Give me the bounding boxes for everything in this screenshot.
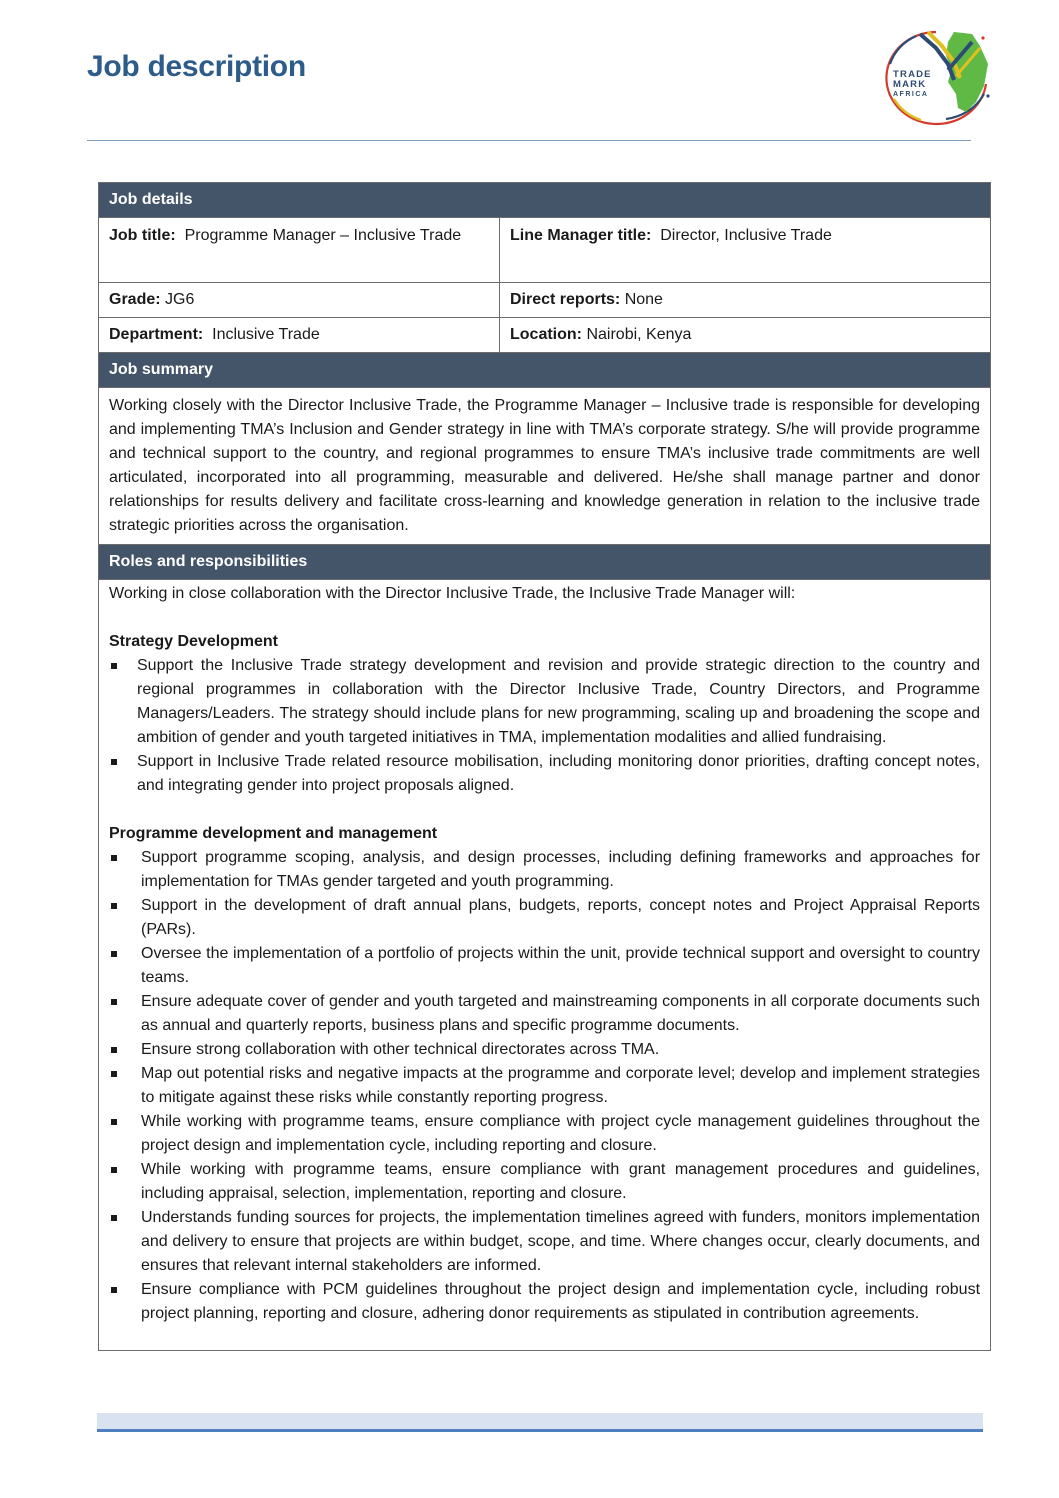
- grade-value: JG6: [165, 291, 195, 308]
- job-title-cell: [99, 218, 500, 283]
- logo-line-3: AFRICA: [893, 91, 929, 98]
- bullet-icon: [111, 759, 117, 765]
- direct-reports-value: None: [624, 291, 663, 308]
- programme-heading: Programme development and management: [109, 825, 438, 842]
- bullet-icon: [111, 999, 117, 1005]
- list-item-text: Ensure compliance with PCM guidelines throughout the project design and implementation cycle, including robust project planning, reporting and closure, adhering donor requirements as stipulated in contribution agreements.: [141, 1281, 981, 1322]
- list-item: [109, 1158, 980, 1206]
- list-item: [109, 942, 980, 990]
- job-summary-header-row: [99, 353, 991, 388]
- roles-header-row: [99, 545, 991, 580]
- roles-row: [99, 580, 991, 1351]
- job-details-header-row: [99, 183, 991, 218]
- roles-cell: [99, 580, 991, 1351]
- line-manager-label: Line Manager title:: [510, 227, 652, 244]
- list-item-text: Understands funding sources for projects, the implementation timelines agreed with funders, monitors implementation and delivery to ensure that projects are within budget, scope, and time. Where changes occur, clearly documents, and ensures that relevant internal stakeholders are informed.: [141, 1209, 981, 1274]
- job-title-value: Programme Manager – Inclusive Trade: [184, 227, 462, 244]
- location-cell: [500, 318, 991, 353]
- job-summary-heading: Job summary: [99, 353, 991, 388]
- job-details-heading: Job details: [99, 183, 991, 218]
- direct-reports-label: Direct reports:: [510, 291, 621, 308]
- grade-label: Grade:: [109, 291, 161, 308]
- list-item: [109, 1038, 980, 1062]
- header-divider: [87, 140, 971, 141]
- bullet-icon: [111, 1287, 117, 1293]
- footer-line: [97, 1429, 983, 1432]
- bullet-icon: [111, 1215, 117, 1221]
- list-item-text: Support the Inclusive Trade strategy development and revision and provide strategic direction to the country and regional programmes in collaboration with the Director Inclusive Trade, Country Directors, and Programme Managers/Leaders. The strategy should include plans for new programming, scaling up and broadening the scope and ambition of gender and youth targeted initiatives in TMA, implementation modalities and allied fundraising.: [137, 657, 981, 746]
- line-manager-value: Director, Inclusive Trade: [660, 227, 832, 244]
- location-label: Location:: [510, 326, 582, 343]
- programme-list: [109, 846, 980, 1326]
- grade-row: [99, 283, 991, 318]
- list-item-text: Ensure strong collaboration with other technical directorates across TMA.: [141, 1041, 660, 1058]
- roles-intro: Working in close collaboration with the Director Inclusive Trade, the Inclusive Trade Manager will:: [109, 585, 796, 602]
- bullet-icon: [111, 663, 117, 669]
- logo-line-2: MARK: [893, 79, 927, 90]
- job-description-table: [98, 182, 991, 1351]
- list-item-text: Support programme scoping, analysis, and design processes, including defining frameworks and approaches for implementation for TMAs gender targeted and youth programming.: [141, 849, 981, 890]
- bullet-icon: [111, 951, 117, 957]
- department-value: Inclusive Trade: [212, 326, 320, 343]
- list-item-text: While working with programme teams, ensure compliance with project cycle management guidelines throughout the project design and implementation cycle, including reporting and closure.: [141, 1113, 981, 1154]
- job-summary-row: [99, 388, 991, 545]
- logo-wordmark: [893, 70, 953, 100]
- list-item: [109, 1062, 980, 1110]
- line-manager-cell: [500, 218, 991, 283]
- list-item-text: Support in Inclusive Trade related resource mobilisation, including monitoring donor priorities, drafting concept notes, and integrating gender into project proposals aligned.: [137, 753, 981, 794]
- bullet-icon: [111, 1071, 117, 1077]
- list-item: [109, 1206, 980, 1278]
- list-item: [109, 1278, 980, 1326]
- page-title: Job description: [87, 50, 306, 83]
- bullet-icon: [111, 903, 117, 909]
- job-summary-text: Working closely with the Director Inclusive Trade, the Programme Manager – Inclusive trade is responsible for developing and implementing TMA’s Inclusion and Gender strategy in line with TMA’s corporate strategy. S/he will provide programme and technical support to the country, and regional programmes to ensure TMA’s inclusive trade commitments are well articulated, incorporated into all programming, measurable and delivered. He/she shall manage partner and donor relationships for results delivery and facilitate cross-learning and knowledge generation in relation to the inclusive trade strategic priorities across the organisation.: [99, 388, 991, 545]
- strategy-heading: Strategy Development: [109, 633, 278, 650]
- location-value: Nairobi, Kenya: [586, 326, 692, 343]
- strategy-list: [109, 654, 980, 798]
- section-spacer: [109, 798, 980, 822]
- department-cell: [99, 318, 500, 353]
- logo-line-1: TRADE: [893, 69, 932, 80]
- roles-heading: Roles and responsibilities: [99, 545, 991, 580]
- grade-cell: [99, 283, 500, 318]
- list-item: [109, 846, 980, 894]
- list-item: [109, 1110, 980, 1158]
- bullet-icon: [111, 1047, 117, 1053]
- bullet-icon: [111, 1167, 117, 1173]
- list-item: [109, 750, 980, 798]
- job-title-row: [99, 218, 991, 283]
- footer-band: [97, 1413, 983, 1429]
- job-title-label: Job title:: [109, 227, 176, 244]
- direct-reports-cell: [500, 283, 991, 318]
- list-item-text: Ensure adequate cover of gender and youth targeted and mainstreaming components in all corporate documents such as annual and quarterly reports, business plans and specific programme documents.: [141, 993, 981, 1034]
- list-item: [109, 894, 980, 942]
- department-row: [99, 318, 991, 353]
- list-item: [109, 990, 980, 1038]
- list-item: [109, 654, 980, 750]
- list-item-text: Map out potential risks and negative impacts at the programme and corporate level; develop and implement strategies to mitigate against these risks while constantly reporting progress.: [141, 1065, 981, 1106]
- list-item-text: Support in the development of draft annual plans, budgets, reports, concept notes and Project Appraisal Reports (PARs).: [141, 897, 981, 938]
- list-item-text: Oversee the implementation of a portfolio of projects within the unit, provide technical support and oversight to country teams.: [141, 945, 981, 986]
- list-item-text: While working with programme teams, ensure compliance with grant management procedures and guidelines, including appraisal, selection, implementation, reporting and closure.: [141, 1161, 981, 1202]
- bullet-icon: [111, 855, 117, 861]
- bullet-icon: [111, 1119, 117, 1125]
- department-label: Department:: [109, 326, 204, 343]
